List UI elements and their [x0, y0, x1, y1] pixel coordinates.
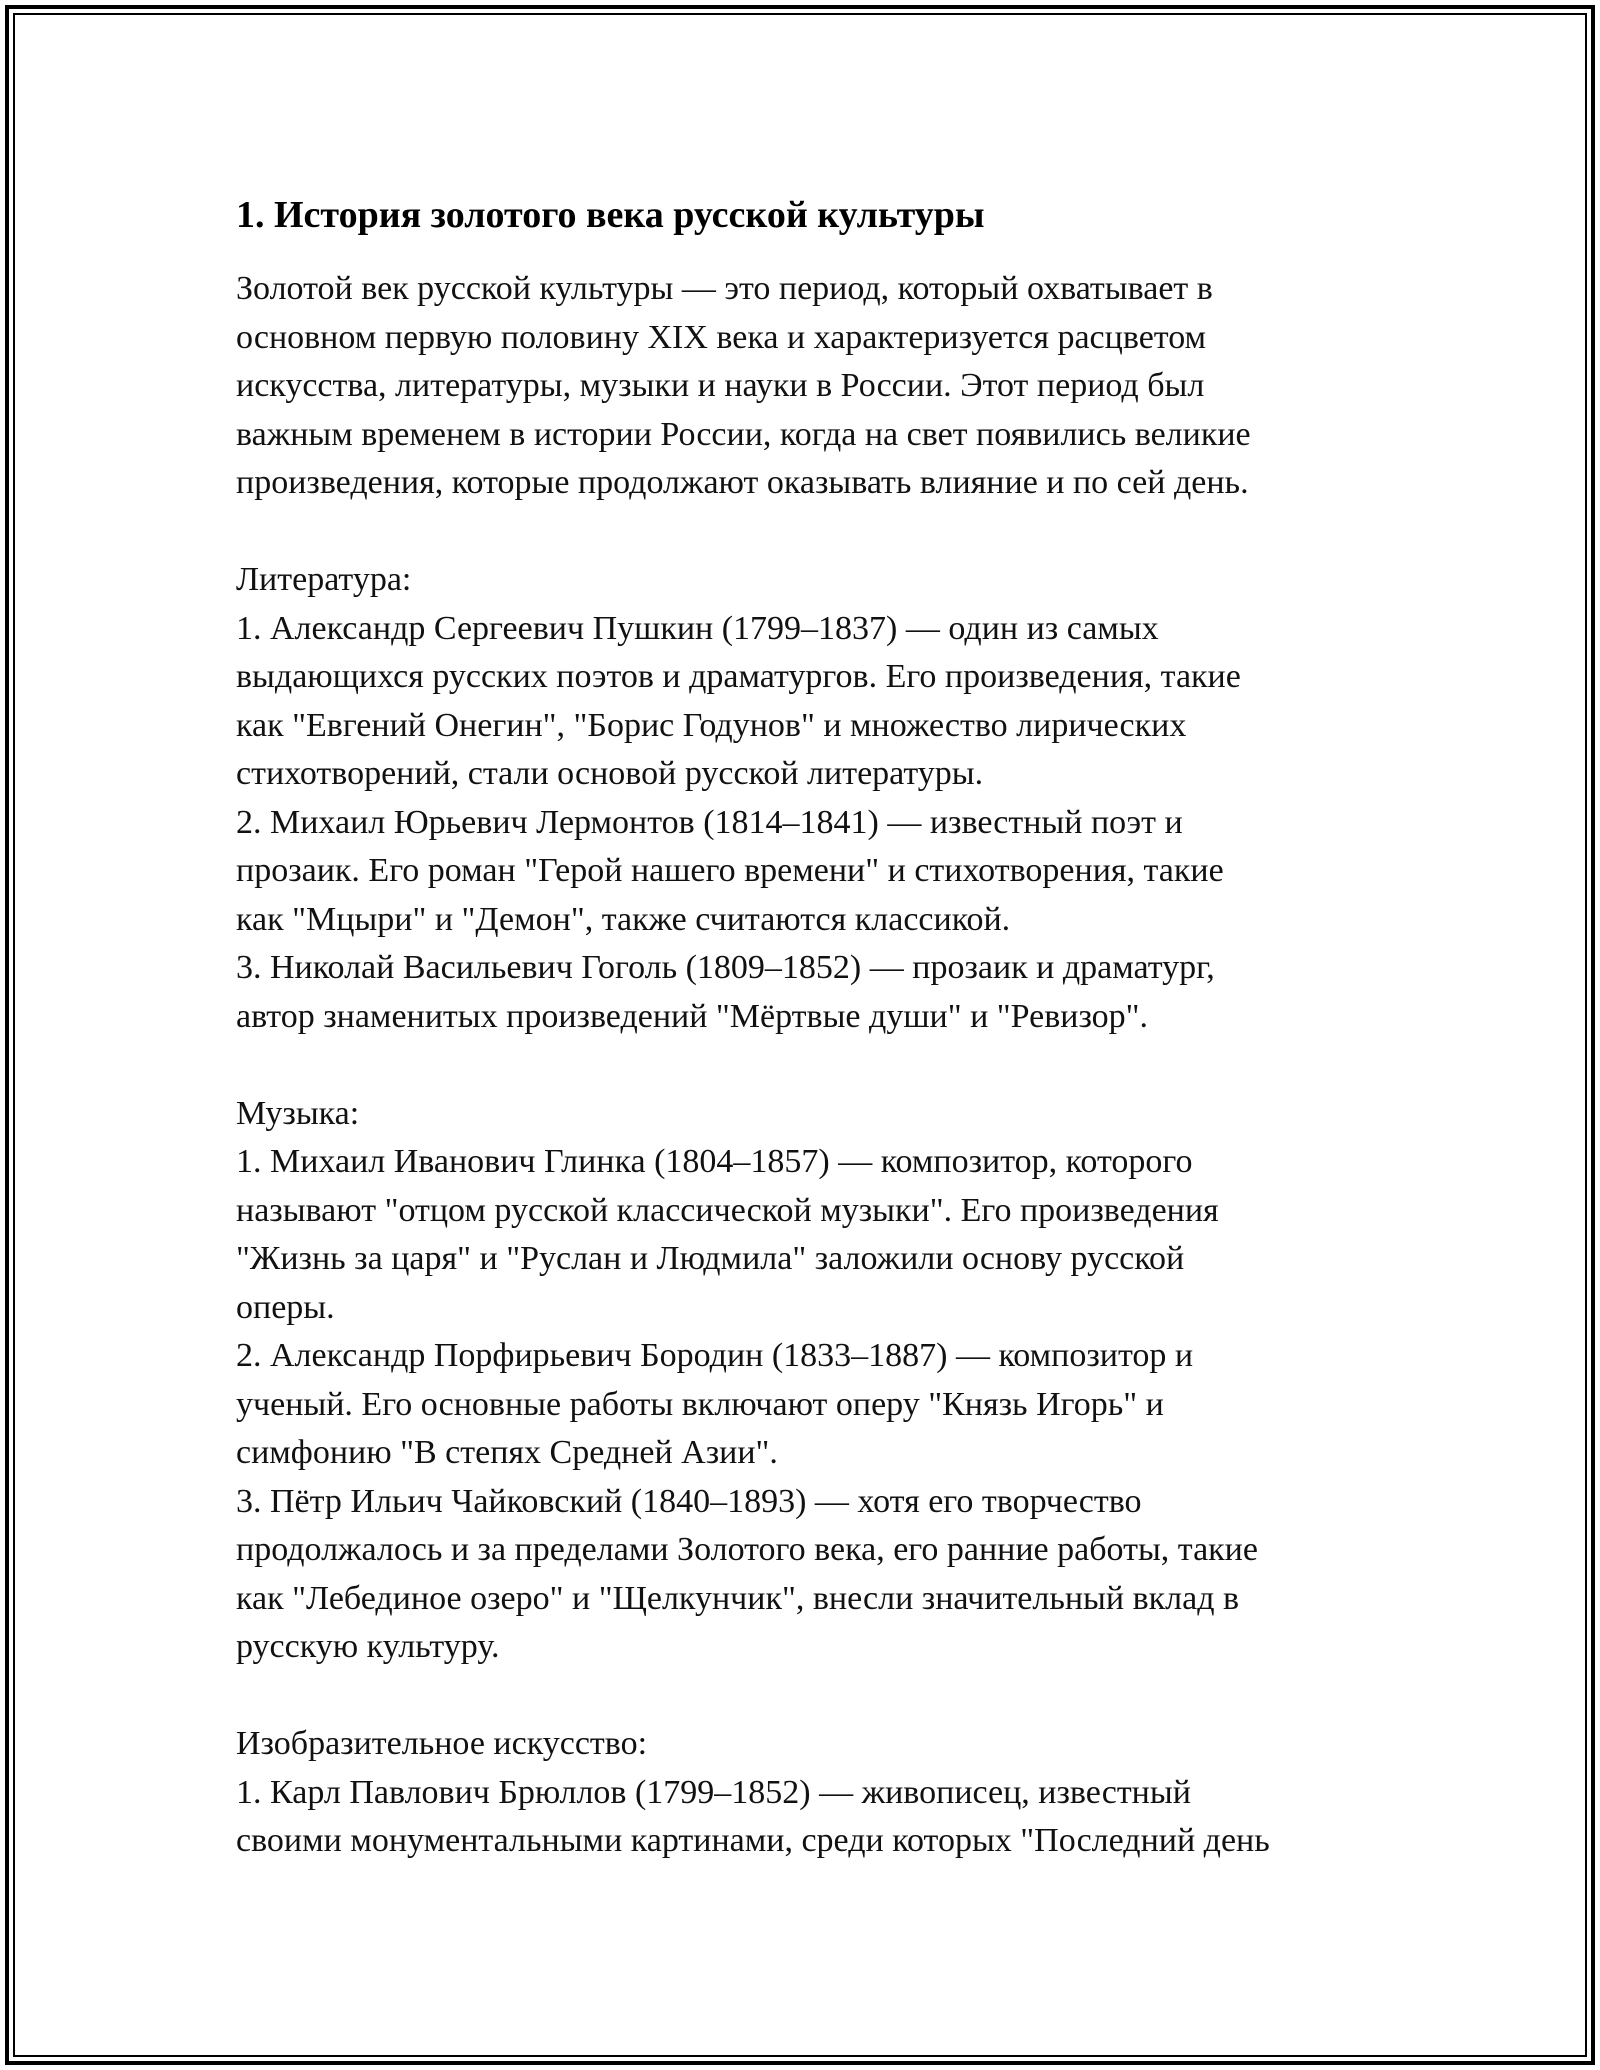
music-line: 3. Пётр Ильич Чайковский (1840–1893) — хотя его творчество [236, 1482, 1142, 1520]
literature-line: 3. Николай Васильевич Гоголь (1809–1852) — прозаик и драматург, [236, 949, 1215, 986]
literature-section [236, 556, 1386, 1041]
music-line: ученый. Его основные работы включают оперу "Князь Игорь" и [236, 1385, 1164, 1423]
document-body [236, 190, 1386, 1866]
literature-line: как "Мцыри" и "Демон", также считаются классикой. [236, 900, 1011, 938]
art-line: своими монументальными картинами, среди которых "Последний день [236, 1822, 1270, 1859]
paragraph-spacer [236, 508, 1386, 557]
intro-line: Золотой век русской культуры — это период, который охватывает в [236, 270, 1213, 307]
music-line: как "Лебединое озеро" и "Щелкунчик", внесли значительный вклад в [236, 1579, 1240, 1617]
literature-heading: Литература: [236, 561, 412, 598]
intro-line: искусства, литературы, музыки и науки в России. Этот период был [236, 367, 1205, 404]
music-line: 2. Александр Порфирьевич Бородин (1833–1887) — композитор и [236, 1337, 1194, 1374]
music-heading: Музыка: [236, 1094, 360, 1132]
paragraph-spacer [236, 1041, 1386, 1090]
literature-line: 2. Михаил Юрьевич Лермонтов (1814–1841) — известный поэт и [236, 803, 1183, 841]
intro-line: произведения, которые продолжают оказывать влияние и по сей день. [236, 464, 1249, 501]
document-heading: 1. История золотого века русской культуры [236, 194, 985, 236]
art-section [236, 1720, 1386, 1866]
intro-paragraph [236, 265, 1386, 508]
art-line: 1. Карл Павлович Брюллов (1799–1852) — живописец, известный [236, 1773, 1191, 1811]
literature-line: выдающихся русских поэтов и драматургов. Его произведения, такие [236, 658, 1241, 695]
literature-line: прозаик. Его роман "Герой нашего времени" и стихотворения, такие [236, 852, 1224, 889]
literature-line: стихотворений, стали основой русской литературы. [236, 755, 984, 792]
music-line: оперы. [236, 1288, 335, 1326]
intro-line: важным временем в истории России, когда на свет появились великие [236, 415, 1251, 453]
music-section [236, 1090, 1386, 1672]
music-line: симфонию "В степях Средней Азии". [236, 1434, 778, 1471]
literature-line: автор знаменитых произведений "Мёртвые души" и "Ревизор". [236, 997, 1149, 1035]
intro-line: основном первую половину XIX века и характеризуется расцветом [236, 318, 1207, 356]
music-line: продолжалось и за пределами Золотого века, его ранние работы, такие [236, 1531, 1258, 1568]
music-line: "Жизнь за царя" и "Руслан и Людмила" заложили основу русской [236, 1240, 1185, 1277]
paragraph-spacer [236, 1672, 1386, 1721]
art-heading: Изобразительное искусство: [236, 1725, 648, 1762]
literature-line: 1. Александр Сергеевич Пушкин (1799–1837) — один из самых [236, 609, 1159, 647]
music-line: называют "отцом русской классической музыки". Его произведения [236, 1191, 1219, 1229]
music-line: 1. Михаил Иванович Глинка (1804–1857) — композитор, которого [236, 1143, 1193, 1180]
literature-line: как "Евгений Онегин", "Борис Годунов" и множество лирических [236, 706, 1187, 744]
music-line: русскую культуру. [236, 1628, 500, 1665]
